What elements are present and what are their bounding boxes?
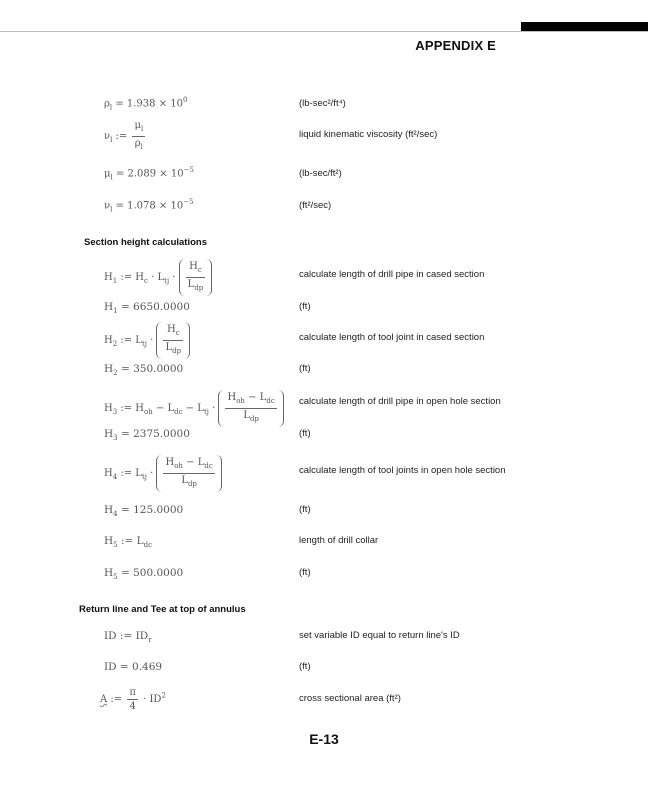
h4-units: (ft) xyxy=(299,504,311,515)
h2-description: calculate length of tool joint in cased section xyxy=(299,332,485,343)
h4-value: $H_4 = 125.0000$ xyxy=(104,504,184,519)
h2-units: (ft) xyxy=(299,363,311,374)
header-bar xyxy=(521,22,648,31)
header-rule xyxy=(0,31,648,32)
h5-definition: $H_5$ := $L_{dc}$ xyxy=(104,535,153,550)
nu-description: liquid kinematic viscosity (ft²/sec) xyxy=(299,129,438,140)
id-definition: ID := $ID_r$ xyxy=(104,630,152,645)
id-description: set variable ID equal to return line's ID xyxy=(299,630,460,641)
h2-definition: $H_2$ := $L_{tj}$ · $\frac{H_c}{L_{dp}}$ xyxy=(104,322,190,359)
mu-units: (lb-sec/ft²) xyxy=(299,168,342,179)
area-description: cross sectional area (ft²) xyxy=(299,693,401,704)
appendix-title: APPENDIX E xyxy=(415,38,496,53)
h2-value: $H_2 = 350.0000$ xyxy=(104,363,184,378)
h4-definition: $H_4$ := $L_{tj}$ · $\frac{H_{oh} - L_{dc}}{L_{dp}}$ xyxy=(104,455,222,492)
h5-units: (ft) xyxy=(299,567,311,578)
rho-value: $\rho_l = 1.938 \times 10^0$ xyxy=(104,96,188,112)
h1-units: (ft) xyxy=(299,301,311,312)
nu-definition: $\nu_l$ := $\frac{\mu_l}{\rho_l}$ xyxy=(104,119,147,154)
mu-value: $\mu_l = 2.089 \times 10^{-5}$ xyxy=(104,166,194,182)
h5-value: $H_5 = 500.0000$ xyxy=(104,567,184,582)
area-definition: A := $\frac{\pi}{4}$ · $ID^2$ xyxy=(100,687,166,712)
id-units: (ft) xyxy=(299,661,311,672)
section-heading-heights: Section height calculations xyxy=(84,237,207,248)
h1-value: $H_1 = 6650.0000$ xyxy=(104,301,190,316)
nu-units: (ft²/sec) xyxy=(299,200,332,211)
page-number: E-13 xyxy=(309,731,339,747)
h1-description: calculate length of drill pipe in cased section xyxy=(299,269,485,280)
nu-value: $\nu_l = 1.078 \times 10^{-5}$ xyxy=(104,198,194,214)
nu-fraction: $\frac{\mu_l}{\rho_l}$ xyxy=(134,120,144,151)
h5-description: length of drill collar xyxy=(299,535,379,546)
h3-value: $H_3 = 2375.0000$ xyxy=(104,428,190,443)
id-value: ID = 0.469 xyxy=(104,661,163,673)
rho-units: (lb-sec²/ft⁴) xyxy=(299,98,346,109)
h3-description: calculate length of drill pipe in open hole section xyxy=(299,396,501,407)
h1-definition: $H_1$ := $H_c \cdot L_{tj}$ · $\frac{H_c}{L_{dp}}$ xyxy=(104,259,212,296)
section-heading-return-line: Return line and Tee at top of annulus xyxy=(79,604,246,615)
h3-definition: $H_3$ := $H_{oh} - L_{dc} - L_{tj}$ · $\frac{H_{oh} - L_{dc}}{L_{dp}}$ xyxy=(104,390,284,427)
h3-units: (ft) xyxy=(299,428,311,439)
h4-description: calculate length of tool joints in open hole section xyxy=(299,465,506,476)
